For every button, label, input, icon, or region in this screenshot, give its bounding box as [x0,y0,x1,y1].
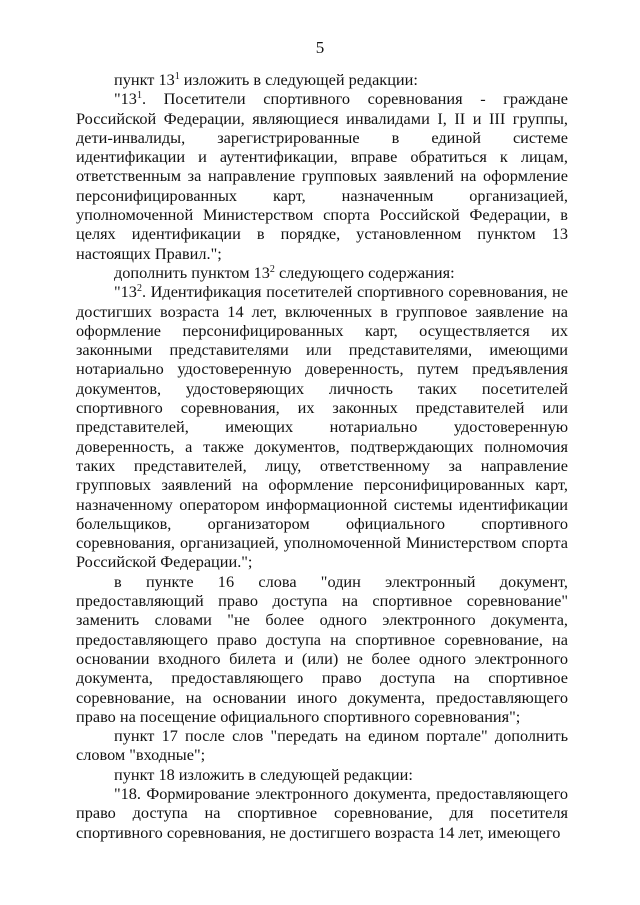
paragraph: пункт 17 после слов "передать на едином портале" дополнить словом "входные"; [76,726,568,765]
paragraph: "18. Формирование электронного документа, предоставляющего право доступа на спортивное соревнование, для посетителя спортивного соревнования, не достигшего возраста 14 лет, имеющего [76,783,568,842]
page-number: 5 [315,38,325,57]
paragraph: "$13^2$. Идентификация посетителей спортивного соревнования, не достигших возраста 14 лет, включенных в групповое заявление на оформление персонифицированных карт, осуществляется их законными представителями или представителями, имеющими нотариально удостоверенную доверенность, путем предъявления документов, удостоверяющих личность таких посетителей спортивного соревнования, их законных представителей или представителей, имеющих нотариально удостоверенную доверенность, а также документов, подтверждающих полномочия таких представителей, лицу, ответственному за направление групповых заявлений на оформление персонифицированных карт, назначенному оператором информационной системы идентификации болельщиков, организатором официального спортивного соревнования, организацией, уполномоченной Министерством спорта Российской Федерации."; [76,282,568,572]
document-body [76,70,568,842]
paragraph: в пункте 16 слова "один электронный документ, предоставляющий право доступа на спортивное соревнование" заменить словами "не более одного электронного документа, предоставляющего право доступа на спортивное соревнование, на основании входного билета и (или) не более одного электронного документа, предоставляющего право доступа на спортивное соревнование, на основании иного документа, предоставляющего право на посещение официального спортивного соревнования"; [76,571,568,726]
paragraph: пункт 18 изложить в следующей редакции: [114,764,413,784]
paragraph: дополнить пунктом $13^2$ следующего содержания: [114,262,455,282]
paragraph: пункт $13^1$ изложить в следующей редакции: [114,70,418,89]
paragraph: "$13^1$. Посетители спортивного соревнования - граждане Российской Федерации, являющиеся инвалидами I, II и III группы, дети-инвалиды, зарегистрированные в единой системе идентификации и аутентификации, вправе обратиться к лицам, ответственным за направление групповых заявлений на оформление персонифицированных карт, назначенным организацией, уполномоченной Министерством спорта Российской Федерации, в целях идентификации в порядке, установленном пунктом 13 настоящих Правил."; [76,89,568,263]
